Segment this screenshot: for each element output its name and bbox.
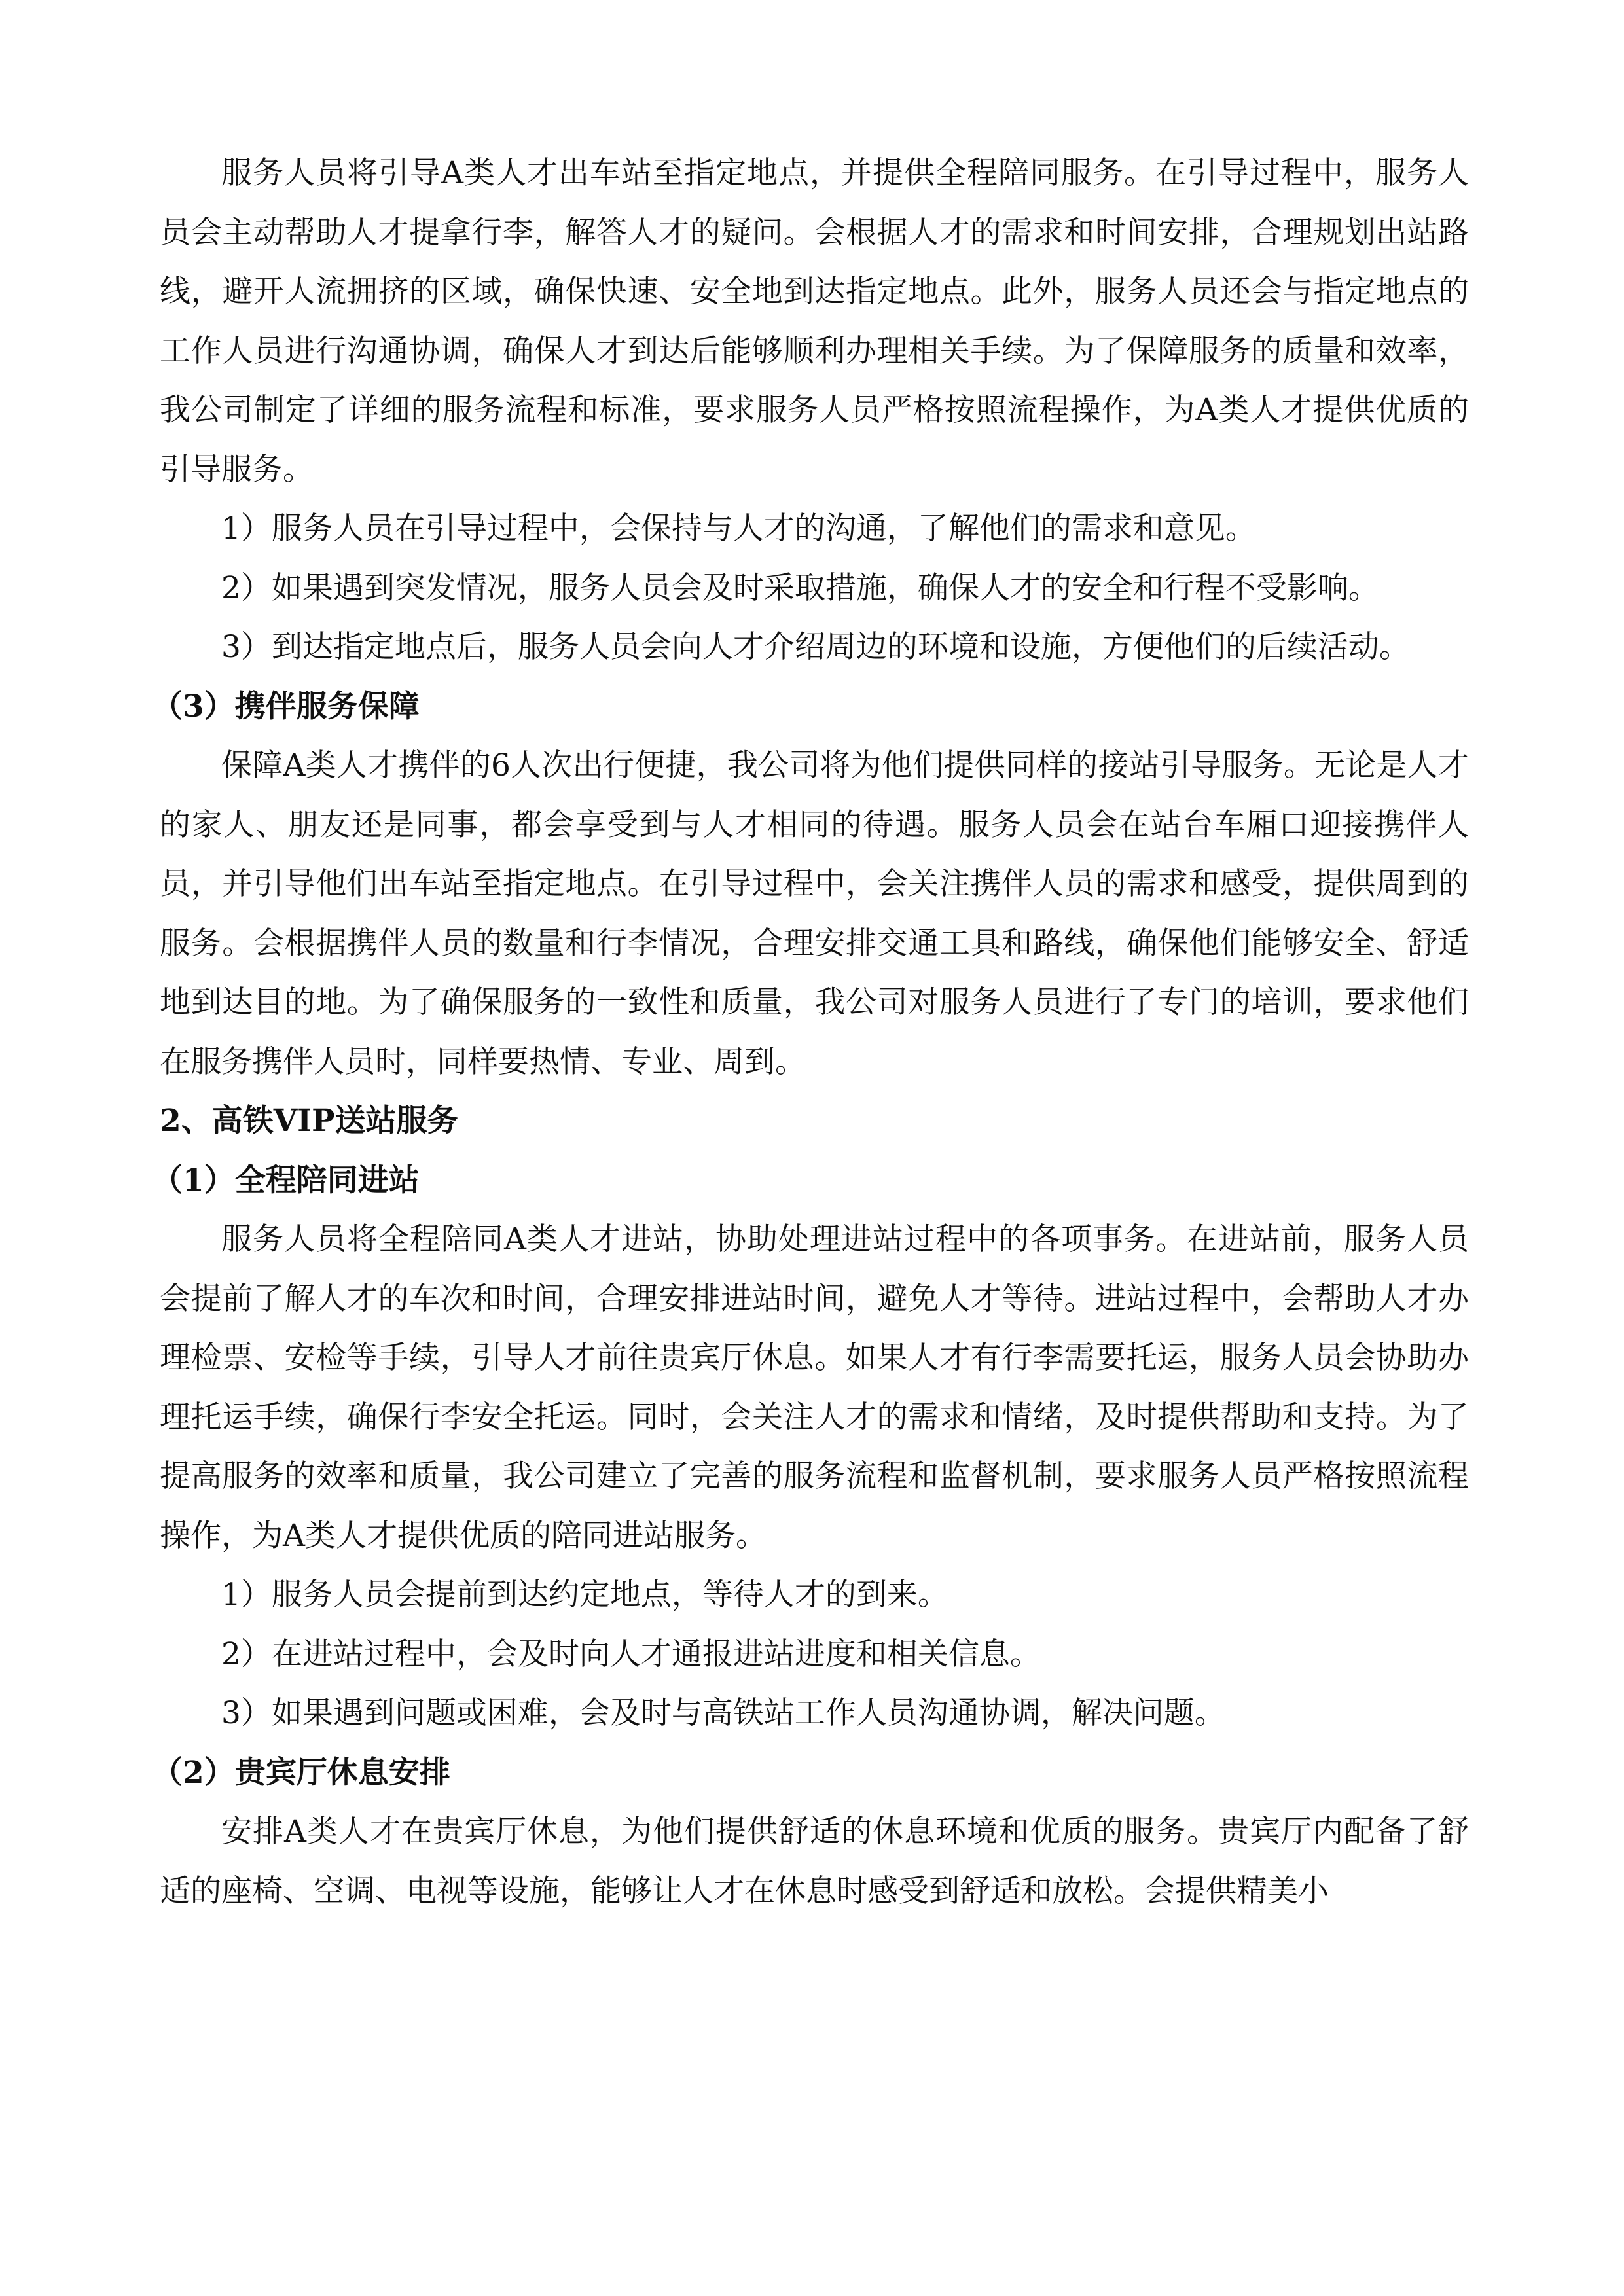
list-item-1: 1）服务人员会提前到达约定地点，等待人才的到来。: [221, 1577, 948, 1613]
section-heading-escort: （1）全程陪同进站: [152, 1162, 420, 1198]
section-heading-vip-lounge: （2）贵宾厅休息安排: [152, 1754, 450, 1791]
list-item-2: 2）如果遇到突发情况，服务人员会及时采取措施，确保人才的安全和行程不受影响。: [221, 569, 1379, 606]
paragraph-escort-service: 服务人员将全程陪同A类人才进站，协助处理进站过程中的各项事务。在进站前，服务人员会提前了解人才的车次和时间，合理安排进站时间，避免人才等待。进站过程中，会帮助人才办理检票、安检等手续，引导人才前往贵宾厅休息。如果人才有行李需要托运，服务人员会协助办理托运手续，确保行李安全托运。同时，会关注人才的需求和情绪，及时提供帮助和支持。为了提高服务的效率和质量，我公司建立了完善的服务流程和监督机制，要求服务人员严格按照流程操作，为A类人才提供优质的陪同进站服务。: [160, 1221, 1469, 1554]
section-heading-companion: （3）携伴服务保障: [152, 688, 420, 725]
list-item-1: 1）服务人员在引导过程中，会保持与人才的沟通，了解他们的需求和意见。: [221, 511, 1256, 547]
paragraph-companion-service: 保障A类人才携伴的6人次出行便捷，我公司将为他们提供同样的接站引导服务。无论是人才的家人、朋友还是同事，都会享受到与人才相同的待遇。服务人员会在站台车厢口迎接携伴人员，并引导他们出车站至指定地点。在引导过程中，会关注携伴人员的需求和感受，提供周到的服务。会根据携伴人员的数量和行李情况，合理安排交通工具和路线，确保他们能够安全、舒适地到达目的地。为了确保服务的一致性和质量，我公司对服务人员进行了专门的培训，要求他们在服务携伴人员时，同样要热情、专业、周到。: [160, 747, 1469, 1080]
paragraph-vip-lounge: 安排A类人才在贵宾厅休息，为他们提供舒适的休息环境和优质的服务。贵宾厅内配备了舒适的座椅、空调、电视等设施，能够让人才在休息时感受到舒适和放松。会提供精美小: [160, 1814, 1469, 1909]
list-item-3: 3）到达指定地点后，服务人员会向人才介绍周边的环境和设施，方便他们的后续活动。: [221, 629, 1410, 665]
list-item-2: 2）在进站过程中，会及时向人才通报进站进度和相关信息。: [221, 1636, 1041, 1672]
paragraph-guide-service: 服务人员将引导A类人才出车站至指定地点，并提供全程陪同服务。在引导过程中，服务人员会主动帮助人才提拿行李，解答人才的疑问。会根据人才的需求和时间安排，合理规划出站路线，避开人流拥挤的区域，确保快速、安全地到达指定地点。此外，服务人员还会与指定地点的工作人员进行沟通协调，确保人才到达后能够顺利办理相关手续。为了保障服务的质量和效率，我公司制定了详细的服务流程和标准，要求服务人员严格按照流程操作，为A类人才提供优质的引导服务。: [160, 155, 1469, 488]
document-body: [152, 144, 1469, 1921]
section-heading-vip-departure: 2、高铁VIP送站服务: [160, 1103, 458, 1139]
list-item-3: 3）如果遇到问题或困难，会及时与高铁站工作人员沟通协调，解决问题。: [221, 1695, 1225, 1731]
